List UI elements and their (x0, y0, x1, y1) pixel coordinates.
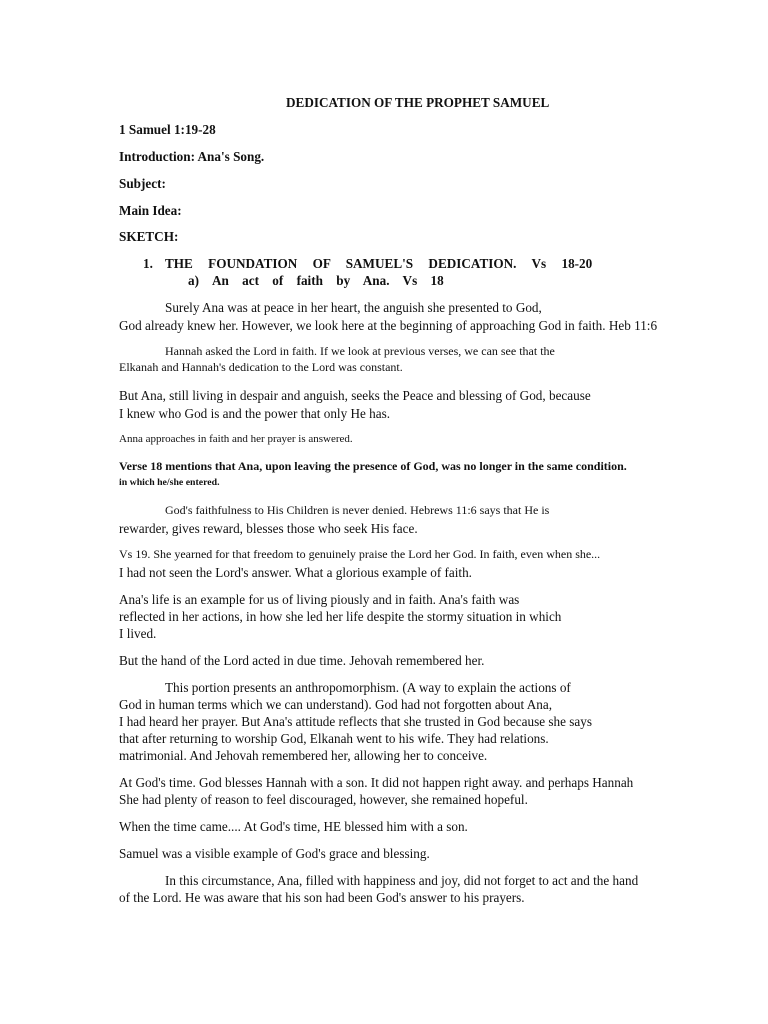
sketch-heading: SKETCH: (119, 229, 179, 244)
point-1a-letter: a) (188, 273, 199, 288)
paragraph-line: matrimonial. And Jehovah remembered her, allowing her to conceive. (119, 748, 488, 763)
paragraph-line: At God's time. God blesses Hannah with a son. It did not happen right away. and perhaps Hannah (119, 775, 634, 790)
paragraph-line: Verse 18 mentions that Ana, upon leaving the presence of God, was no longer in the same condition. (119, 459, 627, 473)
paragraph-line: Hannah asked the Lord in faith. If we look at previous verses, we can see that the (165, 344, 555, 358)
paragraph-line: I lived. (119, 626, 157, 641)
paragraph-line: Ana's life is an example for us of living piously and in faith. Ana's faith was (119, 592, 520, 607)
paragraph-line: When the time came.... At God's time, HE blessed him with a son. (119, 819, 468, 834)
paragraph-line: I knew who God is and the power that only He has. (119, 406, 391, 421)
paragraph-line: But the hand of the Lord acted in due time. Jehovah remembered her. (119, 653, 485, 668)
paragraph-line: reflected in her actions, in how she led her life despite the stormy situation in which (119, 609, 562, 624)
scripture-reference: 1 Samuel 1:19-28 (119, 122, 216, 137)
paragraph-line: God in human terms which we can understand). God had not forgotten about Ana, (119, 697, 553, 712)
paragraph-line: This portion presents an anthropomorphism. (A way to explain the actions of (165, 680, 571, 695)
paragraph-line: Elkanah and Hannah's dedication to the Lord was constant. (119, 360, 403, 374)
paragraph-line: Samuel was a visible example of God's grace and blessing. (119, 846, 430, 861)
paragraph-line: Surely Ana was at peace in her heart, the anguish she presented to God, (165, 300, 542, 315)
point-1-number: 1. (143, 256, 153, 271)
paragraph-line: She had plenty of reason to feel discouraged, however, she remained hopeful. (119, 792, 528, 807)
subject-line: Subject: (119, 176, 166, 191)
paragraph-line: I had not seen the Lord's answer. What a glorious example of faith. (119, 565, 472, 580)
page-title: DEDICATION OF THE PROPHET SAMUEL (286, 95, 550, 110)
paragraph-line: rewarder, gives reward, blesses those who seek His face. (119, 521, 418, 536)
main-idea-line: Main Idea: (119, 203, 182, 218)
paragraph-line: Anna approaches in faith and her prayer is answered. (119, 433, 353, 445)
paragraph-line: God already knew her. However, we look here at the beginning of approaching God in faith. Heb 11:6 (119, 318, 658, 333)
paragraph-line: Vs 19. She yearned for that freedom to genuinely praise the Lord her God. In faith, even when she... (119, 547, 601, 561)
paragraph-line: of the Lord. He was aware that his son had been God's answer to his prayers. (119, 890, 525, 905)
point-1a-heading: An act of faith by Ana. Vs 18 (212, 273, 444, 288)
point-1-heading: THE FOUNDATION OF SAMUEL'S DEDICATION. Vs 18-20 (165, 256, 593, 271)
paragraph-line: that after returning to worship God, Elkanah went to his wife. They had relations. (119, 731, 549, 746)
paragraph-line: God's faithfulness to His Children is never denied. Hebrews 11:6 says that He is (165, 503, 550, 517)
paragraph-line: I had heard her prayer. But Ana's attitude reflects that she trusted in God because she says (119, 714, 592, 729)
paragraph-line: In this circumstance, Ana, filled with happiness and joy, did not forget to act and the hand (165, 873, 639, 888)
paragraph-line: But Ana, still living in despair and anguish, seeks the Peace and blessing of God, because (119, 388, 591, 403)
paragraph-line: in which he/she entered. (119, 477, 220, 488)
introduction-line: Introduction: Ana's Song. (119, 149, 265, 164)
